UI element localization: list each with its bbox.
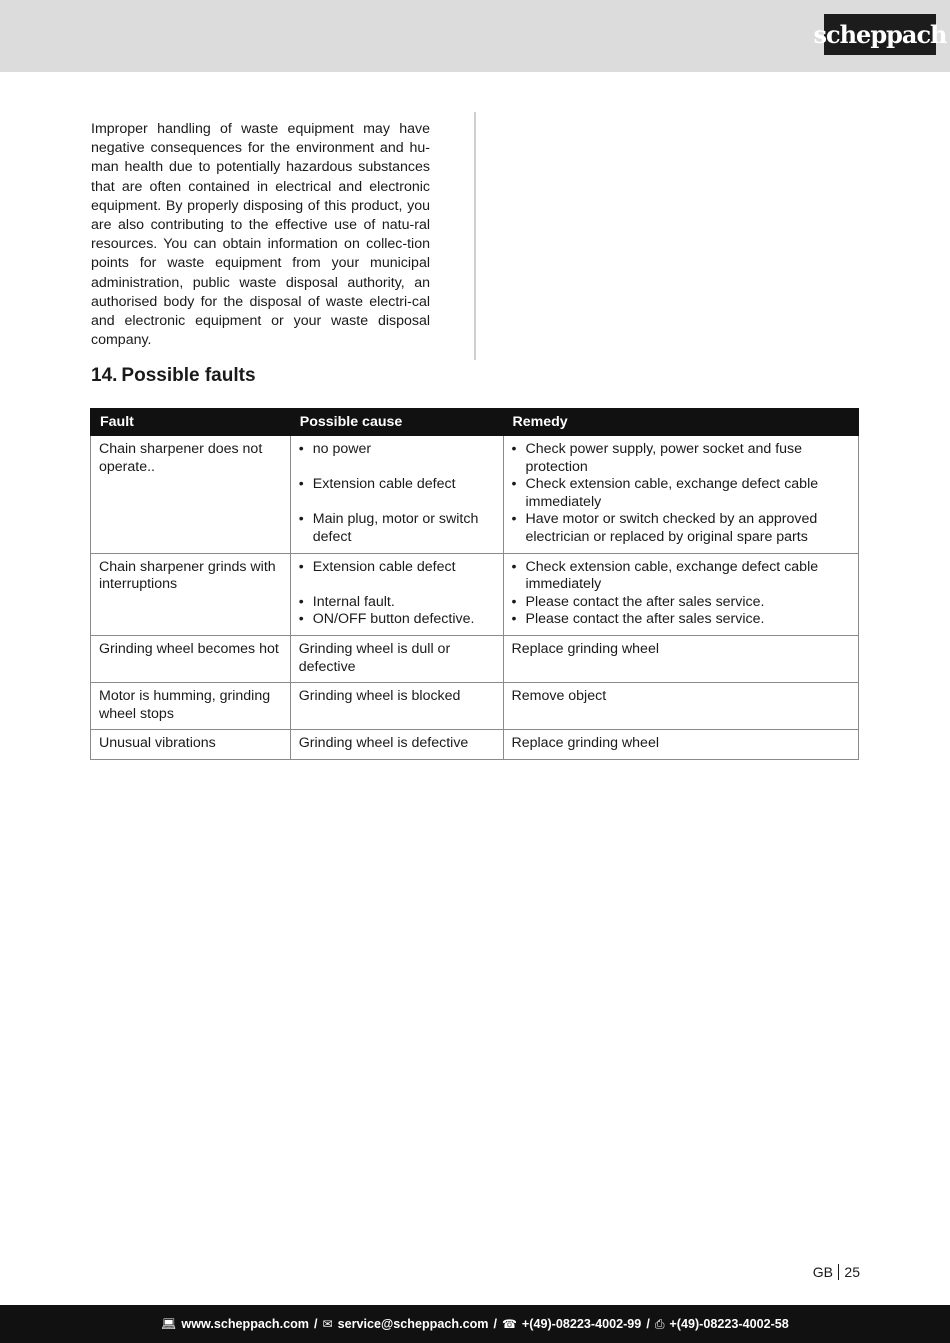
fault-cell: Chain sharpener does not operate..	[91, 436, 291, 554]
remedy-item: • Check extension cable, exchange defect cable immediately	[512, 559, 851, 594]
cause-item: • Extension cable defect	[299, 559, 495, 577]
cause-cell: Grinding wheel is dull or defective	[290, 635, 503, 682]
header-fault: Fault	[91, 409, 291, 436]
table-row	[91, 683, 859, 730]
column-divider	[474, 112, 476, 360]
footer-website[interactable]: www.scheppach.com	[181, 1317, 310, 1331]
footer-bar	[0, 1305, 950, 1343]
cause-item: • Internal fault.	[299, 594, 495, 612]
remedy-item: • Have motor or switch checked by an approved electrician or replaced by original spare parts	[512, 511, 851, 546]
cause-cell	[290, 436, 503, 554]
phone-icon: ☎︎	[501, 1317, 517, 1331]
table-row	[91, 730, 859, 760]
footer-separator: /	[493, 1317, 497, 1331]
cause-item: • ON/OFF button defective.	[299, 611, 495, 629]
cause-item: • Main plug, motor or switch defect	[299, 511, 495, 546]
scheppach-logo: scheppach	[824, 14, 936, 55]
page-number-value: 25	[844, 1264, 860, 1280]
remedy-cell: Replace grinding wheel	[503, 730, 859, 760]
section-heading	[91, 364, 256, 388]
fault-cell: Chain sharpener grinds with interruptions	[91, 553, 291, 635]
footer-phone: +(49)-08223-4002-99	[521, 1317, 642, 1331]
cause-item: • no power	[299, 441, 495, 459]
fault-cell: Grinding wheel becomes hot	[91, 635, 291, 682]
footer-separator: /	[314, 1317, 318, 1331]
footer-fax: +(49)-08223-4002-58	[669, 1317, 789, 1331]
fault-cell: Motor is humming, grinding wheel stops	[91, 683, 291, 730]
table-row	[91, 553, 859, 635]
header-remedy: Remedy	[503, 409, 859, 436]
table-row	[91, 635, 859, 682]
cause-cell	[290, 553, 503, 635]
remedy-cell	[503, 553, 859, 635]
fax-icon: ⎙	[654, 1316, 665, 1331]
remedy-item: • Please contact the after sales service.	[512, 594, 851, 612]
computer-icon: 💻︎	[161, 1317, 177, 1331]
cause-item: • Extension cable defect	[299, 476, 495, 494]
remedy-item: • Check extension cable, exchange defect cable immediately	[512, 476, 851, 511]
table-header-row	[91, 409, 859, 436]
remedy-item: • Check power supply, power socket and fuse protection	[512, 441, 851, 476]
header-possible-cause: Possible cause	[290, 409, 503, 436]
remedy-cell	[503, 436, 859, 554]
remedy-cell: Remove object	[503, 683, 859, 730]
language-code: GB	[812, 1264, 833, 1280]
faults-table	[90, 408, 859, 760]
footer-email[interactable]: service@scheppach.com	[337, 1317, 489, 1331]
remedy-item: • Please contact the after sales service.	[512, 611, 851, 629]
waste-disposal-paragraph: Improper handling of waste equipment may have negative consequences for the environment and hu-man health due to potentially hazardous substances that are often contained in electrical and electronic equipment. By properly disposing of this product, you are also contributing to the effective use of natu-ral resources. You can obtain information on collec-tion points for waste equipment from your municipal administration, public waste disposal authority, an authorised body for the disposal of waste electri-cal and electronic equipment or your waste disposal company.	[91, 121, 430, 349]
cause-cell: Grinding wheel is defective	[290, 730, 503, 760]
remedy-cell: Replace grinding wheel	[503, 635, 859, 682]
mail-icon: ✉︎	[322, 1317, 333, 1331]
header-band	[0, 0, 950, 72]
cause-cell: Grinding wheel is blocked	[290, 683, 503, 730]
page-number	[813, 1264, 860, 1280]
section-number: 14.	[91, 365, 118, 386]
page-separator	[838, 1264, 840, 1280]
fault-cell: Unusual vibrations	[91, 730, 291, 760]
footer-separator: /	[646, 1317, 650, 1331]
section-title: Possible faults	[121, 365, 256, 386]
table-row	[91, 436, 859, 554]
